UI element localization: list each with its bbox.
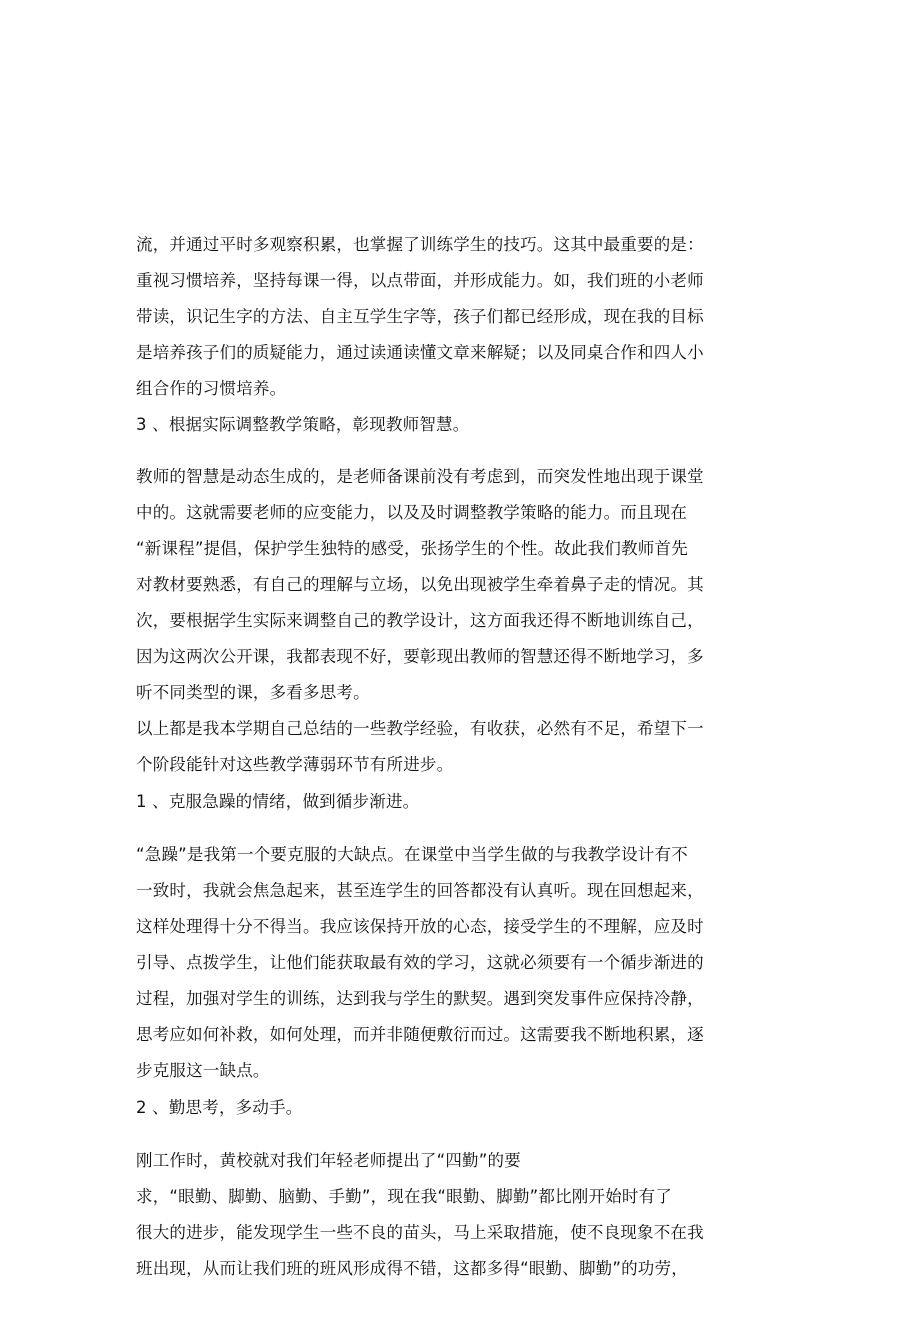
text-line: 听不同类型的课，多看多思考。 xyxy=(136,683,370,702)
text-line: 思考应如何补救，如何处理，而并非随便敷衍而过。这需要我不断地积累，逐 xyxy=(136,1025,704,1044)
text-line: 一致时，我就会焦急起来，甚至连学生的回答都没有认真听。现在回想起来， xyxy=(136,881,704,900)
text-line: 以上都是我本学期自己总结的一些教学经验，有收获，必然有不足，希望下一 xyxy=(136,719,704,738)
text-line: 很大的进步，能发现学生一些不良的苗头，马上采取措施，使不良现象不在我 xyxy=(136,1223,704,1242)
text-line: 引导、点拨学生，让他们能获取最有效的学习，这就必须要有一个循步渐进的 xyxy=(136,953,704,972)
text-line: 组合作的习惯培养。 xyxy=(136,379,287,398)
section-heading: 3 、根据实际调整教学策略，彰现教师智慧。 xyxy=(136,415,470,434)
text-line: 步克服这一缺点。 xyxy=(136,1061,270,1080)
text-line: 次，要根据学生实际来调整自己的教学设计，这方面我还得不断地训练自己， xyxy=(136,611,704,630)
text-line: 是培养孩子们的质疑能力，通过读通读懂文章来解疑；以及同桌合作和四人小 xyxy=(136,343,704,362)
text-line: 流，并通过平时多观察积累，也掌握了训练学生的技巧。这其中最重要的是： xyxy=(136,235,704,254)
text-line: “新课程”提倡，保护学生独特的感受，张扬学生的个性。故此我们教师首先 xyxy=(136,539,688,558)
text-line: 重视习惯培养，坚持每课一得，以点带面，并形成能力。如，我们班的小老师 xyxy=(136,271,704,290)
text-line: 中的。这就需要老师的应变能力，以及及时调整教学策略的能力。而且现在 xyxy=(136,503,688,522)
section-heading: 2 、勤思考，多动手。 xyxy=(136,1098,303,1117)
text-line: 过程，加强对学生的训练，达到我与学生的默契。遇到突发事件应保持冷静， xyxy=(136,989,704,1008)
text-line: “急躁”是我第一个要克服的大缺点。在课堂中当学生做的与我教学设计有不 xyxy=(136,845,688,864)
text-line: 班出现，从而让我们班的班风形成得不错，这都多得“眼勤、脚勤”的功劳， xyxy=(136,1259,688,1278)
text-line: 这样处理得十分不得当。我应该保持开放的心态，接受学生的不理解，应及时 xyxy=(136,917,704,936)
text-line: 个阶段能针对这些教学薄弱环节有所进步。 xyxy=(136,755,454,774)
text-line: 对教材要熟悉，有自己的理解与立场，以免出现被学生牵着鼻子走的情况。其 xyxy=(136,575,704,594)
text-line: 教师的智慧是动态生成的，是老师备课前没有考虑到，而突发性地出现于课堂 xyxy=(136,467,704,486)
text-line: 因为这两次公开课，我都表现不好，要彰现出教师的智慧还得不断地学习，多 xyxy=(136,647,704,666)
text-line: 刚工作时，黄校就对我们年轻老师提出了“四勤”的要 xyxy=(136,1151,521,1170)
section-heading: 1 、克服急躁的情绪，做到循步渐进。 xyxy=(136,792,420,811)
text-line: 带读，识记生字的方法、自主互学生字等，孩子们都已经形成，现在我的目标 xyxy=(136,307,704,326)
text-line: 求，“眼勤、脚勤、脑勤、手勤”，现在我“眼勤、脚勤”都比刚开始时有了 xyxy=(136,1187,672,1206)
